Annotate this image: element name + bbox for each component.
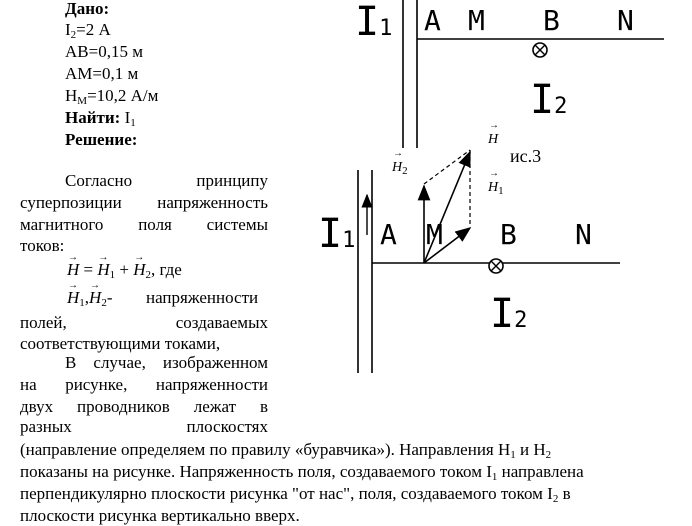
p3-line1: В случае, изображенном <box>65 353 268 372</box>
label-h: → H <box>488 132 498 148</box>
label-n-bottom: N <box>575 218 592 251</box>
label-i2-bottom: I2 <box>490 291 528 337</box>
find-line: Найти: $I_1$ <box>65 108 136 129</box>
label-m-bottom: M <box>426 218 443 251</box>
given-hm: $H_М=10,2$ А/м <box>65 86 159 107</box>
p2-line2: полей, создаваемых <box>20 313 268 332</box>
p1-line4: токов: <box>20 236 65 255</box>
p1-line1: Согласно принципу <box>65 171 268 190</box>
p1-line3: магнитного поля системы <box>20 215 268 234</box>
label-h2: → $H_2$ <box>392 160 408 176</box>
p3-line4: разных плоскостях <box>20 417 268 436</box>
given-i2: $I_2=2$ А <box>65 20 111 41</box>
p3-line2: на рисунке, напряженности <box>20 375 268 394</box>
solution-heading: Решение: <box>65 130 138 149</box>
p3-line3: двух проводников лежат в <box>20 397 268 416</box>
full-line1: (направление определяем по правилу «буравчика»). Направления $H_1$ и $H_2$ <box>20 440 552 461</box>
label-b-bottom: B <box>500 218 517 251</box>
label-a-bottom: A <box>380 218 397 251</box>
label-i1-top: I1 <box>355 0 393 45</box>
p2-word: напряженности <box>146 288 259 307</box>
label-i2-top: I2 <box>530 77 568 123</box>
label-b-top: B <box>543 4 560 37</box>
given-ab: АВ=0,15 м <box>65 42 143 61</box>
full-line3: перпендикулярно плоскости рисунка "от нас", поля, создаваемого током $I_2$ в <box>20 484 571 505</box>
given-heading: Дано: <box>65 0 110 18</box>
label-a-top: A <box>424 4 441 37</box>
vector-h1: → H <box>97 260 109 280</box>
label-i1-bottom: I1 <box>318 211 356 257</box>
full-line4: плоскости рисунка вертикально вверх. <box>20 506 300 525</box>
label-h1: → $H_1$ <box>488 180 504 196</box>
full-line2: показаны на рисунке. Напряженность поля, создаваемого током $I_1$ направлена <box>20 462 584 483</box>
p1-line2: суперпозиции напряженность <box>20 193 268 212</box>
formula: → H = → $H_1$ + → $H_2$, где <box>67 260 182 280</box>
vector-h2: → H <box>133 260 145 280</box>
label-m-top: M <box>468 4 485 37</box>
label-n-top: N <box>617 4 634 37</box>
figure-caption: ис.3 <box>510 146 542 166</box>
p2-line3: соответствующими токами, <box>20 334 221 353</box>
p2-vectors: → $H_1,\to H_2-$ <box>67 288 112 308</box>
given-am: АМ=0,1 м <box>65 64 139 83</box>
vector-h: → H <box>67 260 79 280</box>
